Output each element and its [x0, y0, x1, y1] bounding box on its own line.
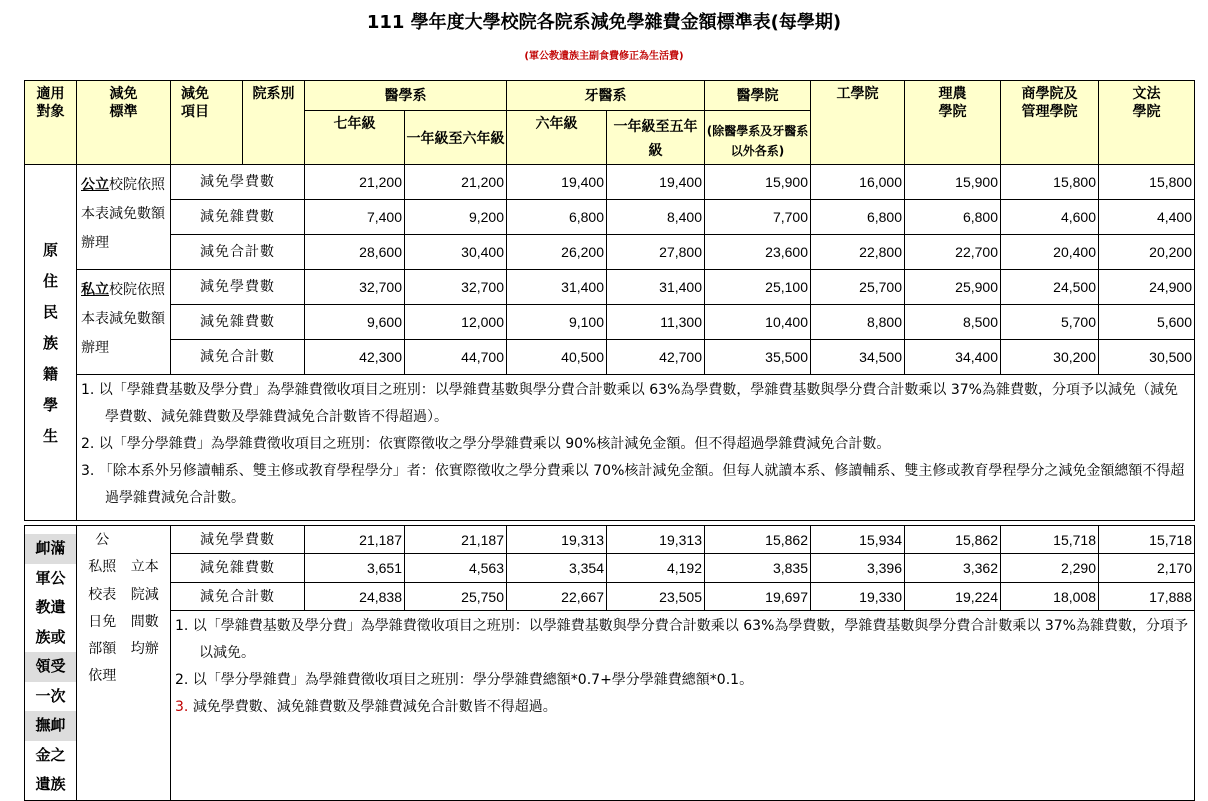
table-cell: 19,400 — [507, 165, 607, 200]
table-cell: 24,900 — [1099, 270, 1195, 305]
table-cell: 25,900 — [905, 270, 1001, 305]
indigenous-private-standard: 私立校院依照本表減免數額辦理 — [77, 270, 171, 375]
page-title: 111 學年度大學校院各院系減免學雜費金額標準表(每學期) — [366, 12, 842, 33]
table-cell: 15,718 — [1099, 526, 1195, 554]
table-row-label: 減免學費數 — [171, 526, 305, 554]
table-cell: 32,700 — [405, 270, 507, 305]
table-row-label: 減免合計數 — [171, 582, 305, 610]
table-cell: 42,700 — [607, 340, 705, 375]
table-cell: 12,000 — [405, 305, 507, 340]
table-cell: 5,600 — [1099, 305, 1195, 340]
header-medicine: 醫學系 — [305, 81, 507, 111]
table-row-label: 減免雜費數 — [171, 200, 305, 235]
table-cell: 20,400 — [1001, 235, 1099, 270]
table-row-label: 減免雜費數 — [171, 554, 305, 582]
table-cell: 34,500 — [811, 340, 905, 375]
header-standard: 減免 標準 — [77, 81, 171, 165]
note-item: 3. 「除本系外另修讀輔系、雙主修或教育學程學分」者：依實際徵收之學分費乘以 70%核計減免金額。但每人就讀本系、修讀輔系、雙主修或教育學程學分之減免金額總額不得超過學雜費減免合計數。 — [81, 463, 1185, 506]
header-med-y1-6: 一年級至六年級 — [405, 111, 507, 165]
table-cell: 31,400 — [507, 270, 607, 305]
table-cell: 15,800 — [1099, 165, 1195, 200]
fee-reduction-table — [24, 80, 1195, 801]
table-cell: 21,187 — [405, 526, 507, 554]
table-row-label: 減免學費數 — [171, 165, 305, 200]
table-cell: 9,600 — [305, 305, 405, 340]
note-item: 2. 以「學分學雜費」為學雜費徵收項目之班別：依實際徵收之學分學雜費乘以 90%核計減免金額。但不得超過學雜費減免合計數。 — [81, 436, 891, 452]
table-cell: 32,700 — [305, 270, 405, 305]
table-row-label: 減免學費數 — [171, 270, 305, 305]
table-cell: 22,800 — [811, 235, 905, 270]
header-liberal-arts: 文法 學院 — [1099, 81, 1195, 165]
header-target: 適用 對象 — [25, 81, 77, 165]
indigenous-label: 原住民族籍學生 — [25, 165, 77, 521]
table-cell: 2,290 — [1001, 554, 1099, 582]
table-cell: 34,400 — [905, 340, 1001, 375]
table-cell: 15,900 — [705, 165, 811, 200]
table-cell: 15,800 — [1001, 165, 1099, 200]
table-cell: 25,700 — [811, 270, 905, 305]
header-engineering: 工學院 — [811, 81, 905, 165]
table-cell: 4,400 — [1099, 200, 1195, 235]
table-row-label: 減免合計數 — [171, 340, 305, 375]
bereaved-notes — [171, 611, 1195, 800]
table-cell: 40,500 — [507, 340, 607, 375]
table-cell: 30,400 — [405, 235, 507, 270]
table-cell: 9,200 — [405, 200, 507, 235]
table-cell: 8,500 — [905, 305, 1001, 340]
table-cell: 11,300 — [607, 305, 705, 340]
page-subtitle: (軍公教遺族主副食費修正為生活費) — [524, 51, 684, 62]
table-cell: 25,750 — [405, 582, 507, 610]
table-cell: 23,505 — [607, 582, 705, 610]
table-cell: 7,700 — [705, 200, 811, 235]
table-cell: 19,313 — [507, 526, 607, 554]
table-cell: 24,500 — [1001, 270, 1099, 305]
table-cell: 2,170 — [1099, 554, 1195, 582]
table-cell: 8,400 — [607, 200, 705, 235]
table-cell: 42,300 — [305, 340, 405, 375]
header-dent-y6: 六年級 — [507, 111, 607, 165]
table-cell: 3,651 — [305, 554, 405, 582]
table-cell: 44,700 — [405, 340, 507, 375]
table-cell: 27,800 — [607, 235, 705, 270]
indigenous-notes — [77, 375, 1195, 521]
table-cell: 4,192 — [607, 554, 705, 582]
table-cell: 15,718 — [1001, 526, 1099, 554]
header-dentistry: 牙醫系 — [507, 81, 705, 111]
header-med-school-note: (除醫學系及牙醫系以外各系) — [705, 111, 811, 165]
note-item: 3. 減免學費數、減免雜費數及學雜費減免合計數皆不得超過。 — [175, 699, 557, 716]
table-cell: 16,000 — [811, 165, 905, 200]
note-item: 2. 以「學分學雜費」為學雜費徵收項目之班別：學分學雜費總額*0.7+學分學雜費總額*0.1。 — [175, 672, 754, 689]
table-row-label: 減免雜費數 — [171, 305, 305, 340]
note-item: 1. 以「學雜費基數及學分費」為學雜費徵收項目之班別：以學雜費基數與學分費合計數乘以 63%為學費數，學雜費基數與學分費合計數乘以 37%為雜費數，分項予以減免（減免學費數、減免雜費數及學雜費減免合計數皆不得超過）。 — [81, 382, 1178, 425]
table-cell: 15,934 — [811, 526, 905, 554]
table-cell: 19,330 — [811, 582, 905, 610]
header-dent-y1-5: 一年級至五年級 — [607, 111, 705, 165]
table-cell: 30,200 — [1001, 340, 1099, 375]
header-dept: 院系別 — [243, 81, 305, 165]
table-cell: 15,862 — [905, 526, 1001, 554]
table-cell: 22,667 — [507, 582, 607, 610]
table-cell: 21,200 — [405, 165, 507, 200]
table-cell: 24,838 — [305, 582, 405, 610]
table-cell: 5,700 — [1001, 305, 1099, 340]
table-cell: 7,400 — [305, 200, 405, 235]
header-med-school: 醫學院 — [705, 81, 811, 111]
table-cell: 21,187 — [305, 526, 405, 554]
table-cell: 28,600 — [305, 235, 405, 270]
table-cell: 3,354 — [507, 554, 607, 582]
bereaved-standard: 公 私照 立本 校表 院減 日免 間數 部額 均辦 依理 — [77, 526, 171, 801]
table-cell: 25,100 — [705, 270, 811, 305]
table-cell: 23,600 — [705, 235, 811, 270]
bereaved-label: 卹滿 軍公 教遺 族或 領受 一次 撫卹 金之 遺族 — [25, 526, 77, 801]
table-cell: 18,008 — [1001, 582, 1099, 610]
table-cell: 6,800 — [507, 200, 607, 235]
table-cell: 6,800 — [811, 200, 905, 235]
table-cell: 10,400 — [705, 305, 811, 340]
table-cell: 4,563 — [405, 554, 507, 582]
table-cell: 26,200 — [507, 235, 607, 270]
header-business: 商學院及 管理學院 — [1001, 81, 1099, 165]
table-cell: 3,362 — [905, 554, 1001, 582]
table-cell: 15,862 — [705, 526, 811, 554]
table-cell: 19,313 — [607, 526, 705, 554]
table-cell: 15,900 — [905, 165, 1001, 200]
indigenous-public-standard: 公立校院依照本表減免數額辦理 — [77, 165, 171, 270]
table-cell: 31,400 — [607, 270, 705, 305]
table-cell: 6,800 — [905, 200, 1001, 235]
table-cell: 22,700 — [905, 235, 1001, 270]
table-cell: 3,835 — [705, 554, 811, 582]
header-item: 減免 項目 — [171, 81, 243, 165]
table-cell: 19,697 — [705, 582, 811, 610]
table-cell: 35,500 — [705, 340, 811, 375]
table-cell: 19,400 — [607, 165, 705, 200]
header-science-agri: 理農 學院 — [905, 81, 1001, 165]
table-row-label: 減免合計數 — [171, 235, 305, 270]
table-cell: 3,396 — [811, 554, 905, 582]
table-cell: 9,100 — [507, 305, 607, 340]
note-item: 1. 以「學雜費基數及學分費」為學雜費徵收項目之班別：以學雜費基數與學分費合計數乘以 63%為學費數，學雜費基數與學分費合計數乘以 37%為雜費數，分項予以減免。 — [175, 618, 1188, 662]
table-cell: 17,888 — [1099, 582, 1195, 610]
table-cell: 8,800 — [811, 305, 905, 340]
table-cell: 20,200 — [1099, 235, 1195, 270]
table-cell: 4,600 — [1001, 200, 1099, 235]
table-cell: 30,500 — [1099, 340, 1195, 375]
table-cell: 21,200 — [305, 165, 405, 200]
header-med-y7: 七年級 — [305, 111, 405, 165]
table-cell: 19,224 — [905, 582, 1001, 610]
